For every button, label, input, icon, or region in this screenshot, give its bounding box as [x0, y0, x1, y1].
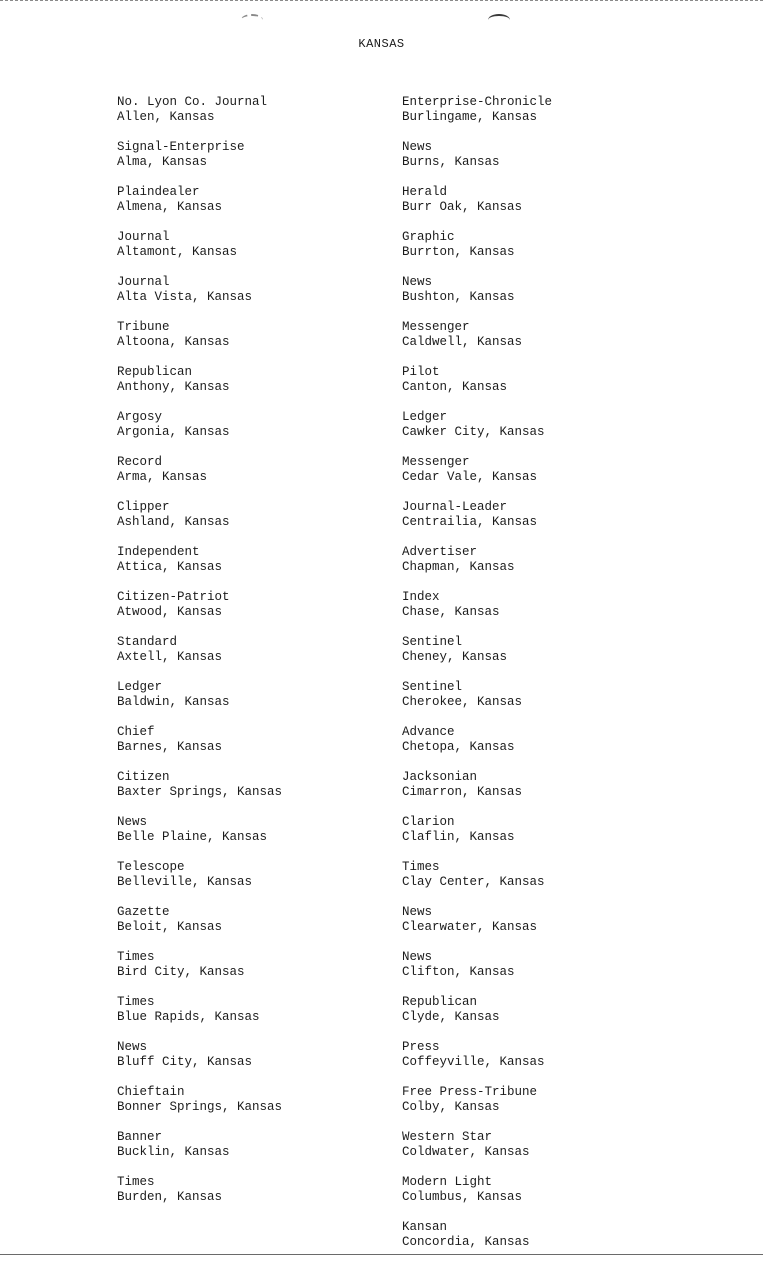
newspaper-name: Plaindealer	[117, 185, 200, 199]
newspaper-location: Colby, Kansas	[402, 1100, 500, 1114]
newspaper-location: Atwood, Kansas	[117, 605, 223, 619]
newspaper-entry	[402, 950, 552, 995]
newspaper-entry	[117, 725, 282, 770]
newspaper-location: Burr Oak, Kansas	[402, 200, 523, 214]
newspaper-location: Concordia, Kansas	[402, 1235, 530, 1249]
newspaper-location: Cheney, Kansas	[402, 650, 508, 664]
binder-hole-right	[488, 14, 510, 26]
newspaper-location: Altamont, Kansas	[117, 245, 238, 259]
newspaper-name: Modern Light	[402, 1175, 493, 1189]
newspaper-location: Burrton, Kansas	[402, 245, 515, 259]
newspaper-location: Canton, Kansas	[402, 380, 508, 394]
newspaper-name: Journal	[117, 275, 170, 289]
newspaper-entry	[402, 860, 552, 905]
newspaper-entry	[117, 500, 282, 545]
newspaper-entry	[117, 320, 282, 365]
newspaper-entry	[117, 680, 282, 725]
newspaper-entry	[117, 1175, 282, 1220]
newspaper-entry	[117, 860, 282, 905]
newspaper-entry	[117, 275, 282, 320]
newspaper-entry	[402, 1220, 552, 1265]
page-bottom-edge	[0, 1254, 763, 1255]
newspaper-name: Telescope	[117, 860, 185, 874]
newspaper-name: Sentinel	[402, 635, 463, 649]
newspaper-location: Bonner Springs, Kansas	[117, 1100, 283, 1114]
newspaper-location: Chase, Kansas	[402, 605, 500, 619]
newspaper-entry	[402, 365, 552, 410]
newspaper-location: Burns, Kansas	[402, 155, 500, 169]
newspaper-name: Advertiser	[402, 545, 478, 559]
newspaper-name: Citizen-Patriot	[117, 590, 230, 604]
newspaper-location: Burden, Kansas	[117, 1190, 223, 1204]
newspaper-entry	[402, 500, 552, 545]
newspaper-location: Bluff City, Kansas	[117, 1055, 253, 1069]
newspaper-location: Cedar Vale, Kansas	[402, 470, 538, 484]
newspaper-location: Belle Plaine, Kansas	[117, 830, 268, 844]
newspaper-entry	[117, 770, 282, 815]
newspaper-name: Messenger	[402, 455, 470, 469]
newspaper-name: Republican	[117, 365, 193, 379]
binder-hole-left	[241, 14, 263, 26]
newspaper-entry	[117, 95, 282, 140]
newspaper-entry	[402, 590, 552, 635]
newspaper-name: No. Lyon Co. Journal	[117, 95, 268, 109]
newspaper-location: Altoona, Kansas	[117, 335, 230, 349]
newspaper-entry	[402, 410, 552, 455]
newspaper-location: Arma, Kansas	[117, 470, 208, 484]
newspaper-entry	[402, 230, 552, 275]
newspaper-name: Signal-Enterprise	[117, 140, 245, 154]
newspaper-location: Alma, Kansas	[117, 155, 208, 169]
newspaper-name: Journal	[117, 230, 170, 244]
newspaper-entry	[402, 95, 552, 140]
newspaper-location: Beloit, Kansas	[117, 920, 223, 934]
newspaper-location: Belleville, Kansas	[117, 875, 253, 889]
newspaper-name: Gazette	[117, 905, 170, 919]
newspaper-entry	[402, 320, 552, 365]
newspaper-location: Cimarron, Kansas	[402, 785, 523, 799]
newspaper-name: Sentinel	[402, 680, 463, 694]
newspaper-entry	[117, 950, 282, 995]
newspaper-name: Western Star	[402, 1130, 493, 1144]
newspaper-name: Index	[402, 590, 440, 604]
newspaper-name: Standard	[117, 635, 178, 649]
newspaper-entry	[117, 635, 282, 680]
newspaper-entry	[117, 185, 282, 230]
left-column	[117, 95, 282, 1220]
newspaper-entry	[402, 905, 552, 950]
newspaper-name: Clipper	[117, 500, 170, 514]
newspaper-location: Blue Rapids, Kansas	[117, 1010, 260, 1024]
newspaper-name: Messenger	[402, 320, 470, 334]
newspaper-name: News	[402, 950, 433, 964]
newspaper-entry	[117, 545, 282, 590]
newspaper-entry	[402, 1130, 552, 1175]
newspaper-location: Bucklin, Kansas	[117, 1145, 230, 1159]
newspaper-name: News	[402, 140, 433, 154]
newspaper-entry	[402, 1085, 552, 1130]
newspaper-name: News	[402, 905, 433, 919]
newspaper-entry	[402, 770, 552, 815]
newspaper-location: Argonia, Kansas	[117, 425, 230, 439]
newspaper-name: Tribune	[117, 320, 170, 334]
newspaper-location: Attica, Kansas	[117, 560, 223, 574]
newspaper-name: Independent	[117, 545, 200, 559]
newspaper-location: Ashland, Kansas	[117, 515, 230, 529]
newspaper-name: Enterprise-Chronicle	[402, 95, 553, 109]
newspaper-name: Chieftain	[117, 1085, 185, 1099]
newspaper-entry	[117, 1085, 282, 1130]
newspaper-location: Cherokee, Kansas	[402, 695, 523, 709]
newspaper-name: Times	[117, 1175, 155, 1189]
newspaper-name: Banner	[117, 1130, 163, 1144]
newspaper-entry	[117, 140, 282, 185]
newspaper-location: Baxter Springs, Kansas	[117, 785, 283, 799]
newspaper-name: Ledger	[117, 680, 163, 694]
newspaper-name: News	[402, 275, 433, 289]
newspaper-location: Chapman, Kansas	[402, 560, 515, 574]
newspaper-entry	[117, 590, 282, 635]
newspaper-location: Columbus, Kansas	[402, 1190, 523, 1204]
newspaper-name: News	[117, 815, 148, 829]
page-title: KANSAS	[358, 37, 405, 51]
newspaper-location: Clyde, Kansas	[402, 1010, 500, 1024]
newspaper-location: Barnes, Kansas	[117, 740, 223, 754]
newspaper-entry	[402, 545, 552, 590]
newspaper-location: Caldwell, Kansas	[402, 335, 523, 349]
newspaper-name: Times	[117, 950, 155, 964]
right-column	[402, 95, 552, 1265]
page-top-edge	[0, 0, 763, 1]
newspaper-entry	[117, 230, 282, 275]
newspaper-location: Coldwater, Kansas	[402, 1145, 530, 1159]
newspaper-name: Clarion	[402, 815, 455, 829]
newspaper-name: Republican	[402, 995, 478, 1009]
newspaper-entry	[402, 815, 552, 860]
newspaper-entry	[402, 185, 552, 230]
newspaper-entry	[402, 995, 552, 1040]
newspaper-entry	[402, 725, 552, 770]
newspaper-entry	[402, 1175, 552, 1220]
newspaper-location: Claflin, Kansas	[402, 830, 515, 844]
newspaper-entry	[402, 140, 552, 185]
newspaper-name: Record	[117, 455, 163, 469]
newspaper-name: Citizen	[117, 770, 170, 784]
newspaper-location: Axtell, Kansas	[117, 650, 223, 664]
newspaper-entry	[117, 1040, 282, 1085]
newspaper-name: Chief	[117, 725, 155, 739]
newspaper-name: Argosy	[117, 410, 163, 424]
newspaper-location: Clifton, Kansas	[402, 965, 515, 979]
newspaper-entry	[117, 455, 282, 500]
newspaper-name: Pilot	[402, 365, 440, 379]
newspaper-entry	[117, 995, 282, 1040]
newspaper-entry	[117, 365, 282, 410]
newspaper-name: News	[117, 1040, 148, 1054]
newspaper-name: Herald	[402, 185, 448, 199]
newspaper-location: Alta Vista, Kansas	[117, 290, 253, 304]
newspaper-entry	[402, 635, 552, 680]
newspaper-name: Times	[402, 860, 440, 874]
newspaper-entry	[402, 455, 552, 500]
newspaper-location: Almena, Kansas	[117, 200, 223, 214]
newspaper-name: Kansan	[402, 1220, 448, 1234]
newspaper-entry	[117, 1130, 282, 1175]
newspaper-location: Clearwater, Kansas	[402, 920, 538, 934]
newspaper-location: Bushton, Kansas	[402, 290, 515, 304]
newspaper-name: Times	[117, 995, 155, 1009]
newspaper-entry	[117, 905, 282, 950]
newspaper-location: Chetopa, Kansas	[402, 740, 515, 754]
newspaper-location: Allen, Kansas	[117, 110, 215, 124]
newspaper-name: Advance	[402, 725, 455, 739]
newspaper-name: Ledger	[402, 410, 448, 424]
newspaper-entry	[117, 815, 282, 860]
newspaper-location: Bird City, Kansas	[117, 965, 245, 979]
newspaper-name: Jacksonian	[402, 770, 478, 784]
newspaper-location: Baldwin, Kansas	[117, 695, 230, 709]
newspaper-name: Graphic	[402, 230, 455, 244]
newspaper-name: Press	[402, 1040, 440, 1054]
newspaper-location: Anthony, Kansas	[117, 380, 230, 394]
newspaper-entry	[402, 275, 552, 320]
newspaper-location: Coffeyville, Kansas	[402, 1055, 545, 1069]
newspaper-location: Cawker City, Kansas	[402, 425, 545, 439]
newspaper-entry	[402, 1040, 552, 1085]
newspaper-location: Burlingame, Kansas	[402, 110, 538, 124]
newspaper-entry	[117, 410, 282, 455]
newspaper-name: Free Press-Tribune	[402, 1085, 538, 1099]
newspaper-name: Journal-Leader	[402, 500, 508, 514]
newspaper-location: Clay Center, Kansas	[402, 875, 545, 889]
newspaper-entry	[402, 680, 552, 725]
newspaper-location: Centrailia, Kansas	[402, 515, 538, 529]
